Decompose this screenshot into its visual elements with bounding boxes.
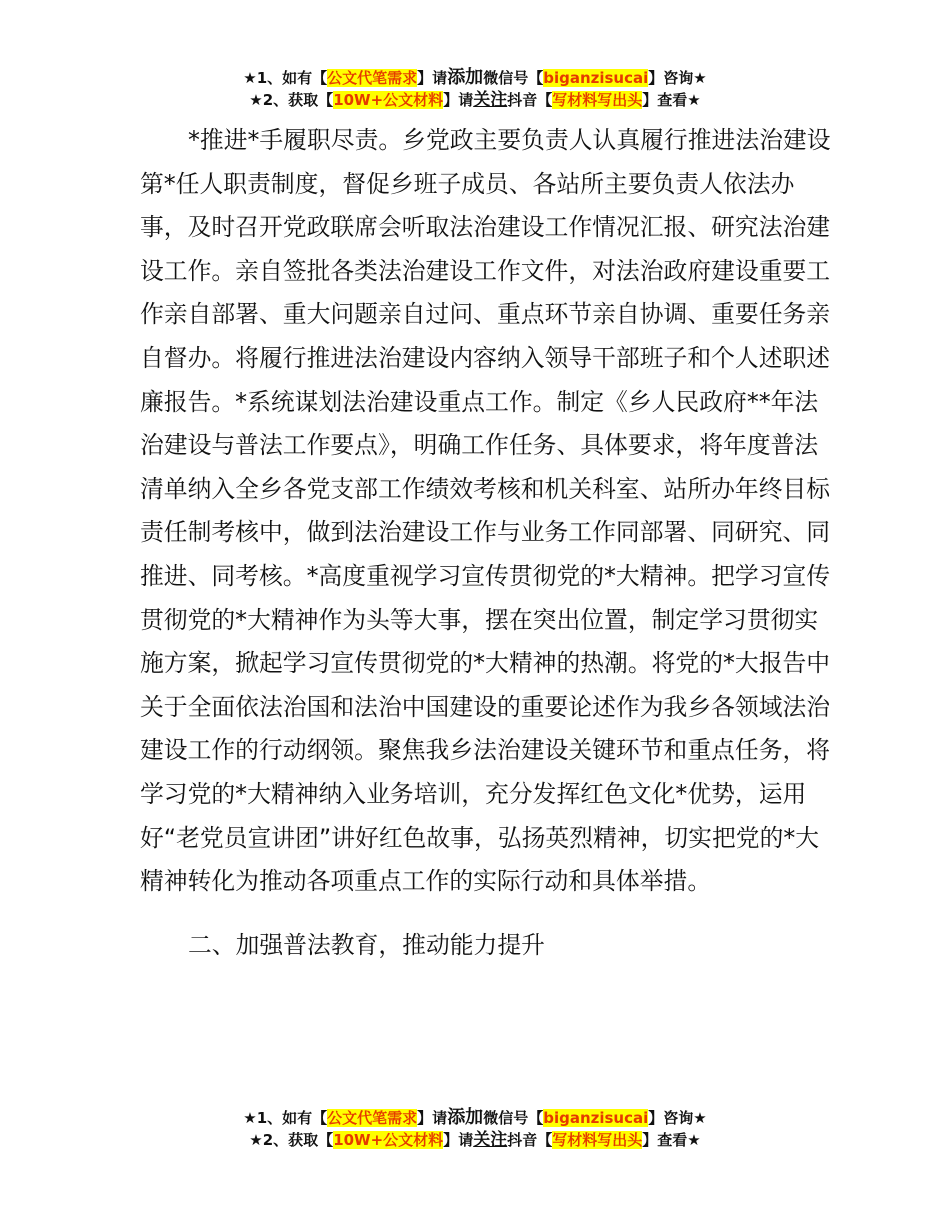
banner-emphasis: 添加: [447, 67, 484, 88]
banner-text: ★2、获取【: [249, 1131, 334, 1149]
banner-emphasis: 添加: [447, 1107, 484, 1128]
banner-text: 微信号【: [483, 69, 544, 87]
banner-line-1: [0, 67, 950, 89]
banner-text: 】查看★: [642, 1131, 701, 1149]
body-paragraph: *推进*手履职尽责。乡党政主要负责人认真履行推进法治建设第*任人职责制度，督促乡班子成员、各站所主要负责人依法办事，及时召开党政联席会听取法治建设工作情况汇报、研究法治建设工作。亲自签批各类法治建设工作文件，对法治政府建设重要工作亲自部署、重大问题亲自过问、重点环节亲自协调、重要任务亲自督办。将履行推进法治建设内容纳入领导干部班子和个人述职述廉报告。*系统谋划法治建设重点工作。制定《乡人民政府**年法治建设与普法工作要点》，明确工作任务、具体要求，将年度普法清单纳入全乡各党支部工作绩效考核和机关科室、站所办年终目标责任制考核中，做到法治建设工作与业务工作同部署、同研究、同推进、同考核。*高度重视学习宣传贯彻党的*大精神。把学习宣传贯彻党的*大精神作为头等大事，摆在突出位置，制定学习贯彻实施方案，掀起学习宣传贯彻党的*大精神的热潮。将党的*大报告中关于全面依法治国和法治中国建设的重要论述作为我乡各领域法治建设工作的行动纲领。聚焦我乡法治建设关键环节和重点任务，将学习党的*大精神纳入业务培训，充分发挥红色文化*优势，运用好“老党员宣讲团”讲好红色故事，弘扬英烈精神，切实把党的*大精神转化为推动各项重点工作的实际行动和具体举措。: [140, 126, 831, 896]
banner-text: 】请: [443, 91, 474, 109]
banner-text: 】咨询★: [648, 69, 707, 87]
banner-text: 抖音【: [507, 91, 553, 109]
banner-line-2: [0, 1129, 950, 1151]
banner-text: ★2、获取【: [249, 91, 334, 109]
highlight-wechat-id: biganzisucai: [543, 1109, 649, 1127]
banner-emphasis: 关注: [473, 1130, 508, 1150]
banner-text: 】请: [417, 1109, 448, 1127]
banner-text: ★1、如有【: [243, 1109, 328, 1127]
header-banner: [0, 67, 950, 111]
banner-line-2: [0, 89, 950, 111]
footer-banner: [0, 1107, 950, 1151]
banner-text: 】咨询★: [648, 1109, 707, 1127]
document-body: [140, 119, 832, 967]
highlight-materials: 10W+公文材料: [333, 91, 444, 109]
banner-text: 】查看★: [642, 91, 701, 109]
banner-text: 微信号【: [483, 1109, 544, 1127]
highlight-ghostwriting: 公文代笔需求: [327, 1109, 418, 1127]
highlight-douyin: 写材料写出头: [552, 91, 643, 109]
banner-line-1: [0, 1107, 950, 1129]
highlight-ghostwriting: 公文代笔需求: [327, 69, 418, 87]
banner-text: ★1、如有【: [243, 69, 328, 87]
highlight-materials: 10W+公文材料: [333, 1131, 444, 1149]
banner-text: 】请: [417, 69, 448, 87]
highlight-douyin: 写材料写出头: [552, 1131, 643, 1149]
banner-text: 抖音【: [507, 1131, 553, 1149]
banner-emphasis: 关注: [473, 90, 508, 110]
banner-text: 】请: [443, 1131, 474, 1149]
section-heading: 二、加强普法教育，推动能力提升: [188, 930, 545, 959]
highlight-wechat-id: biganzisucai: [543, 69, 649, 87]
